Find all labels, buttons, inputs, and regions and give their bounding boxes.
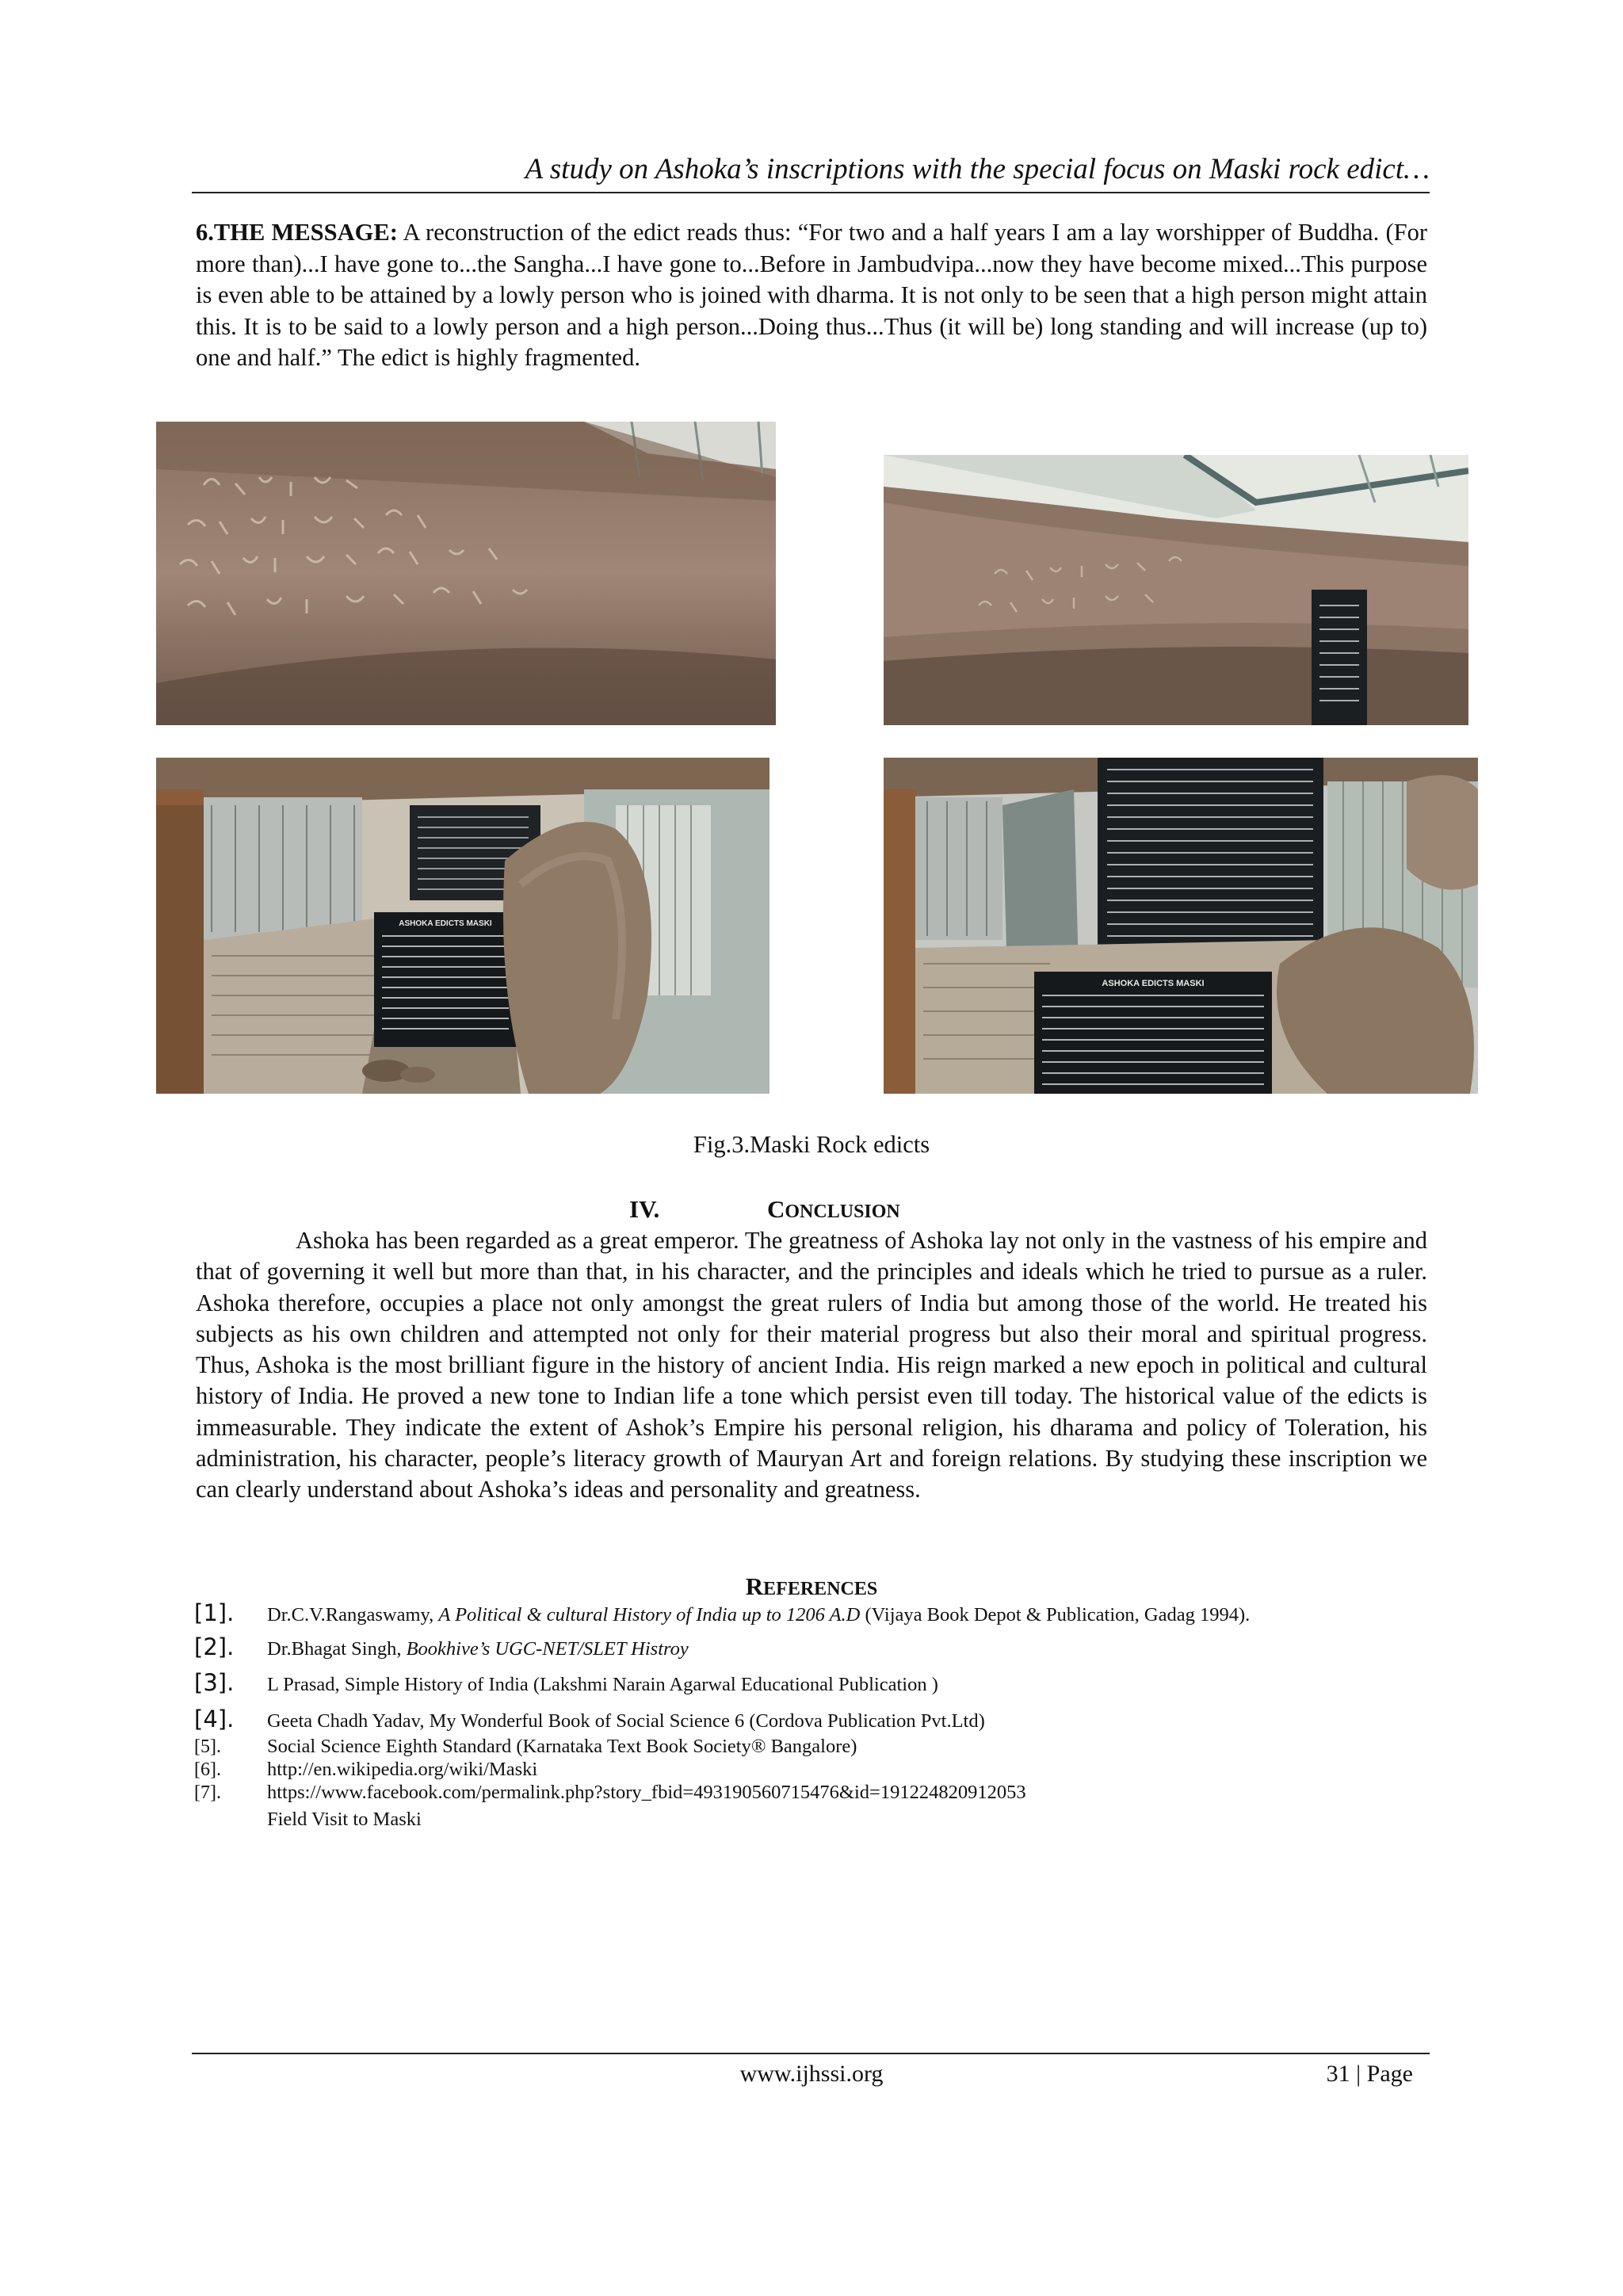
photo-rock-closeup-left [156,422,776,725]
plaque-title-right: ASHOKA EDICTS MASKI [1102,979,1205,988]
reference-link[interactable]: http://en.wikipedia.org/wiki/Maski [267,1759,538,1780]
reference-number: [3]. [194,1669,235,1696]
message-body: A reconstruction of the edict reads thus: “For two and a half years I am a lay worshipper of Buddha. (For more than)...I have gone to...the Sangha...I have gone to...Before in Jambudvipa...now they have become mixed...This purpose is even able to be attained by a lowly person who is joined with dharma. It is not only to be seen that a high person might attain this. It is to be said to a lowly person and a high person...Doing thus...Thus (it will be) long standing and will increase (up to) one and half.” The edict is highly fragmented. [196,219,1427,371]
reference-text: Social Science Eighth Standard (Karnataka Text Book Society® Bangalore) [267,1736,857,1757]
plaque-title-left: ASHOKA EDICTS MASKI [399,919,492,928]
reference-list [194,1599,1430,1803]
references-heading-initial: R [745,1572,764,1600]
reference-link[interactable]: https://www.facebook.com/permalink.php?story_fbid=493190560715476&id=191224820912053 [267,1782,1026,1803]
message-paragraph [196,217,1427,374]
header-rule [192,192,1430,193]
reference-number: [6]. [194,1759,221,1780]
reference-item [194,1734,1430,1757]
reference-item [194,1757,1430,1780]
conclusion-paragraph: Ashoka has been regarded as a great emperor. The greatness of Ashoka lay not only in the vastness of his empire and that of governing it well but more than that, in his character, and the principles and ideals which he tried to pursue as a ruler. Ashoka therefore, occupies a place not only amongst the great rulers of India but among those of the world. He treated his subjects as his own children and attempted not only for their material progress but also their moral and spiritual progress. Thus, Ashoka is the most brilliant figure in the history of ancient India. His reign marked a new epoch in political and cultural history of India. He proved a new tone to Indian life a tone which persist even till today. The historical value of the edicts is immeasurable. They indicate the extent of Ashok’s Empire his personal religion, his dharama and policy of Toleration, his administration, his character, people’s literacy growth of Mauryan Art and foreign relations. By studying these inscription we can clearly understand about Ashoka’s ideas and personality and greatness. [196,1227,1427,1503]
reference-item [194,1599,1430,1637]
references-heading-rest: EFERENCES [763,1579,878,1599]
references-heading [0,1571,1623,1605]
field-visit-note: Field Visit to Maski [267,1809,422,1830]
section-number: IV. [629,1195,660,1223]
footer-url[interactable]: www.ijhssi.org [739,2061,884,2087]
reference-number: [4]. [194,1706,235,1733]
reference-number: [5]. [194,1736,221,1757]
footer-page-number: 31 | Page [1326,2061,1413,2087]
reference-details: (Vijaya Book Depot & Publication, Gadag 1994). [860,1604,1251,1626]
figure-caption: Fig.3.Maski Rock edicts [693,1131,930,1158]
reference-item [194,1669,1430,1709]
photo-enclosure-left [156,758,769,1094]
reference-text: Geeta Chadh Yadav, My Wonderful Book of Social Science 6 (Cordova Publication Pvt.Ltd) [267,1710,985,1732]
section-title-initial: C [767,1195,785,1223]
reference-number: [7]. [194,1782,221,1803]
reference-title: A Political & cultural History of India up to 1206 A.D [438,1604,861,1626]
reference-title: Bookhive’s UGC-NET/SLET Histroy [406,1638,689,1660]
reference-number: [1]. [194,1599,235,1626]
reference-item [194,1780,1430,1803]
reference-item [194,1706,1430,1734]
section-title-rest: ONCLUSION [785,1201,900,1222]
photo-rock-closeup-right [884,455,1468,725]
reference-text [267,1603,1250,1628]
section-title [767,1194,900,1228]
reference-author: Dr.C.V.Rangaswamy, [267,1604,439,1626]
footer-rule [192,2053,1430,2054]
message-lead: 6.THE MESSAGE: [196,219,398,246]
running-head: A study on Ashoka’s inscriptions with the special focus on Maski rock edict… [525,153,1430,185]
reference-text: L Prasad, Simple History of India (Lakshmi Narain Agarwal Educational Publication ) [267,1674,938,1695]
photo-enclosure-right [884,758,1478,1094]
reference-item [194,1633,1430,1672]
reference-text [267,1637,689,1662]
reference-author: Dr.Bhagat Singh, [267,1638,407,1660]
reference-number: [2]. [194,1633,235,1660]
